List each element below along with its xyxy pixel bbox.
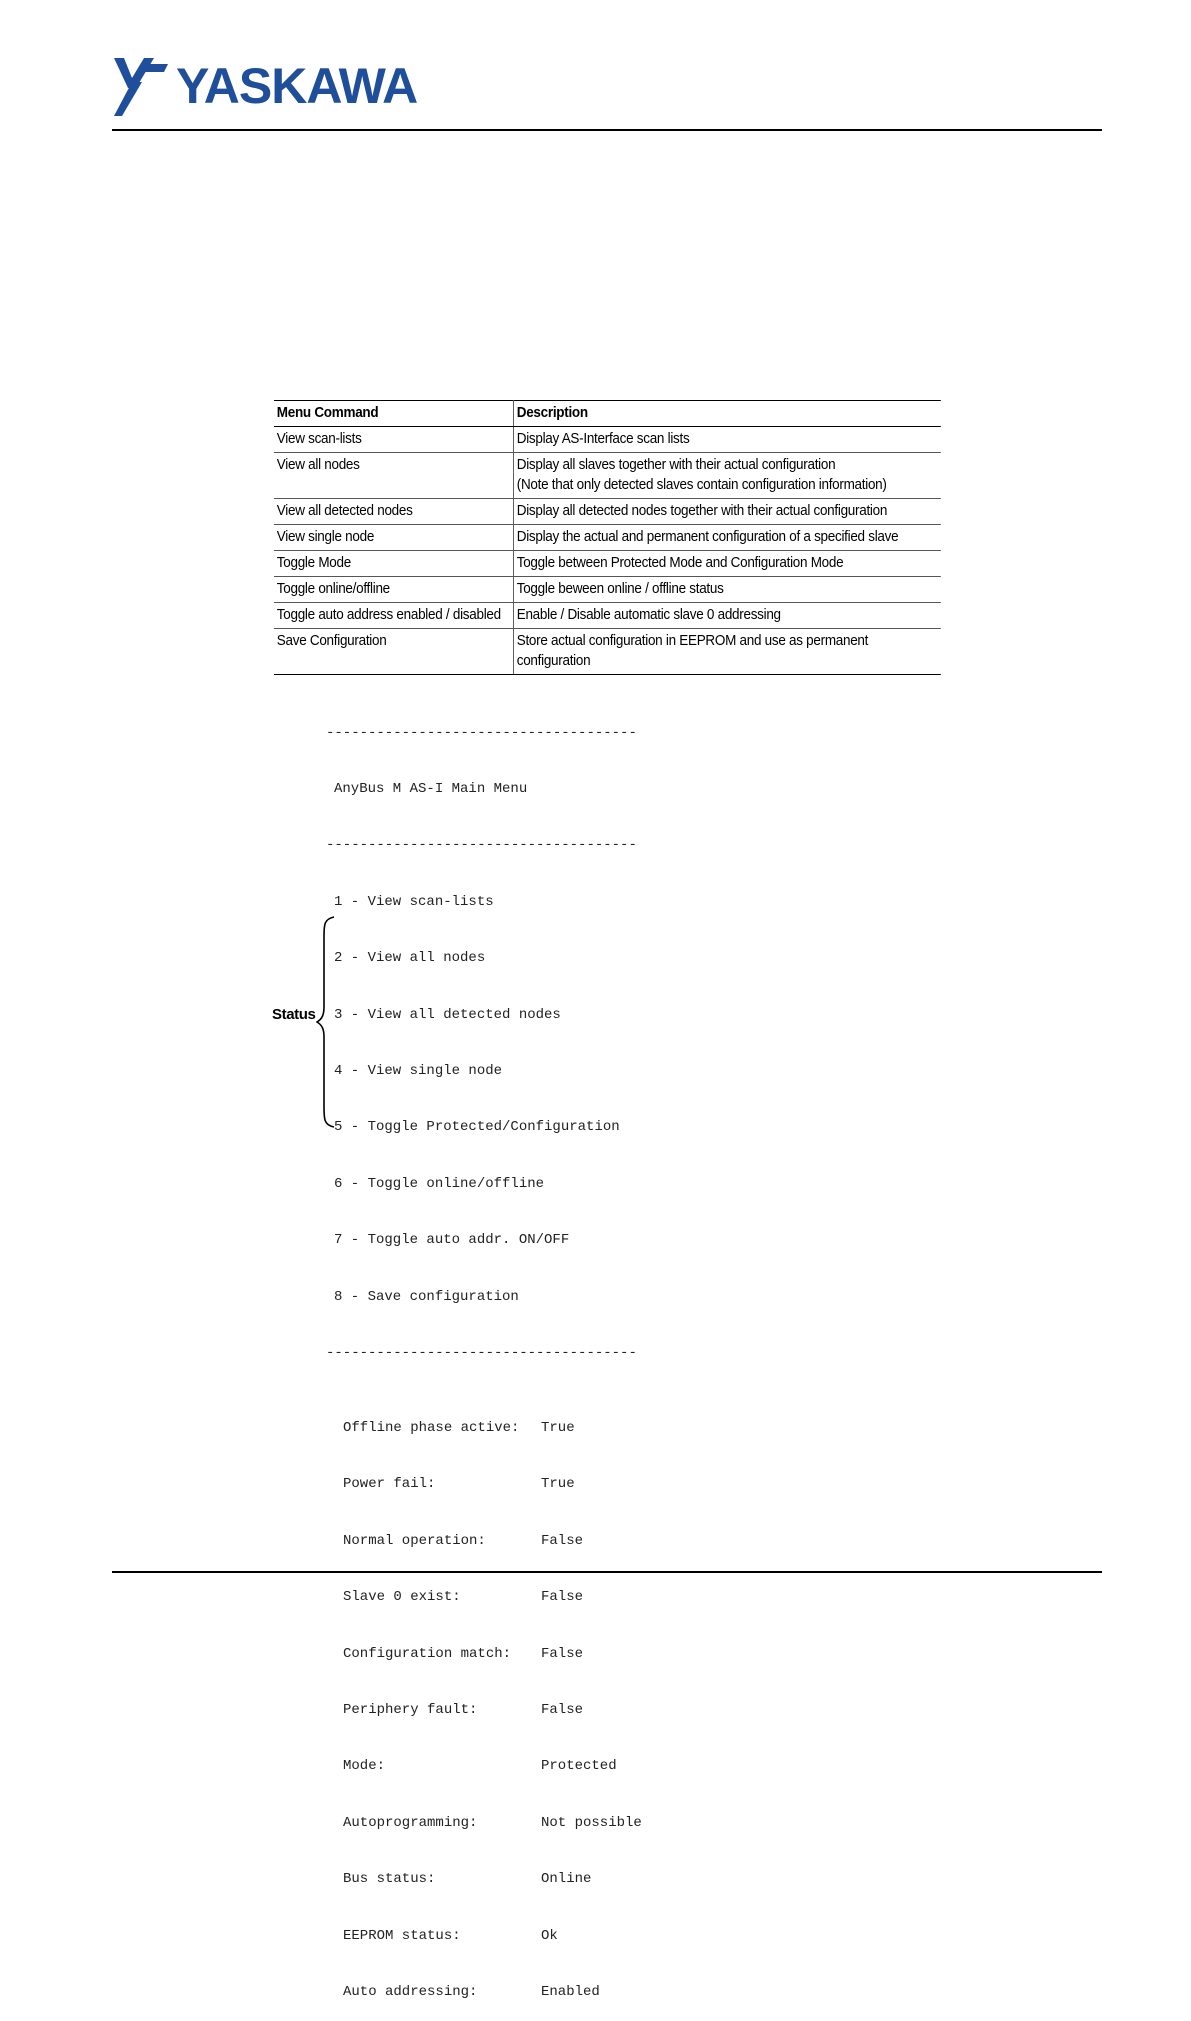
command-cell: Toggle Mode [274,551,513,577]
description-cell [513,453,940,499]
status-value: True [541,1420,575,1437]
description-cell: Display AS-Interface scan lists [513,427,940,453]
command-cell: View single node [274,525,513,551]
status-row [326,1870,642,1889]
description-cell: Enable / Disable automatic slave 0 addressing [513,603,940,629]
status-row [326,1701,642,1720]
status-row [326,1475,642,1494]
console-separator: ------------------------------------- [326,1344,637,1361]
description-note: (Note that only detected slaves contain configuration information) [516,477,887,493]
status-key: Offline phase active: [343,1420,520,1437]
status-value: Online [541,1871,592,1888]
status-value: False [541,1532,584,1549]
description-cell: Toggle beween online / offline status [513,577,940,603]
brand-name: YASKAWA [176,58,418,114]
column-header-description: Description [513,401,940,427]
menu-item: 5 - Toggle Protected/Configuration [334,1119,620,1136]
table-row [274,499,941,525]
status-row [326,1645,642,1664]
status-key: Periphery fault: [343,1702,478,1719]
menu-command-table [274,400,941,675]
yaskawa-mark-icon [112,56,170,116]
table-row [274,577,941,603]
table-row [274,525,941,551]
status-row [326,1419,642,1438]
table-row [274,453,941,499]
status-value: False [541,1589,584,1606]
status-value: True [541,1476,575,1493]
status-key: Normal operation: [343,1532,486,1549]
table-row [274,603,941,629]
console-title: AnyBus M AS-I Main Menu [334,780,528,797]
status-value: Protected [541,1758,617,1775]
description-cell: Store actual configuration in EEPROM and use as permanent configuration [513,629,940,675]
status-brace-icon [316,915,338,1129]
description-cell: Display the actual and permanent configuration of a specified slave [513,525,940,551]
command-cell: View scan-lists [274,427,513,453]
table-header-row [274,401,941,427]
console-separator: ------------------------------------- [326,724,637,741]
command-cell: View all nodes [274,453,513,499]
table-row [274,427,941,453]
status-key: Autoprogramming: [343,1814,478,1831]
status-key: Configuration match: [343,1645,512,1662]
menu-item: 2 - View all nodes [334,950,486,967]
menu-item: 4 - View single node [334,1062,503,1079]
status-value: False [541,1645,584,1662]
console-separator: ------------------------------------- [326,837,637,854]
status-key: Bus status: [343,1871,436,1888]
description-cell: Toggle between Protected Mode and Configuration Mode [513,551,940,577]
footer-rule [112,1571,1102,1573]
column-header-command: Menu Command [274,401,513,427]
status-row [326,1983,642,2002]
header-rule [112,129,1102,131]
command-cell: Save Configuration [274,629,513,675]
status-row [326,1757,642,1776]
status-row [326,1588,642,1607]
status-row [326,1532,642,1551]
status-key: EEPROM status: [343,1927,461,1944]
status-label: Status [272,1006,316,1023]
command-cell: Toggle online/offline [274,577,513,603]
table-row [274,551,941,577]
status-key: Slave 0 exist: [343,1589,461,1606]
status-value: False [541,1702,584,1719]
status-value: Ok [541,1927,558,1944]
description-text: Display all slaves together with their actual configuration [516,457,836,473]
menu-item: 7 - Toggle auto addr. ON/OFF [334,1232,570,1249]
yaskawa-logo [112,56,417,116]
menu-item: 8 - Save configuration [334,1288,519,1305]
table-row [274,629,941,675]
menu-item: 3 - View all detected nodes [334,1006,561,1023]
command-cell: Toggle auto address enabled / disabled [274,603,513,629]
menu-item: 1 - View scan-lists [334,893,494,910]
status-row [326,1814,642,1833]
status-key: Mode: [343,1758,386,1775]
description-cell: Display all detected nodes together with their actual configuration [513,499,940,525]
menu-item: 6 - Toggle online/offline [334,1175,545,1192]
status-key: Auto addressing: [343,1983,478,2000]
console-main-menu [326,686,642,2021]
status-value: Not possible [541,1814,642,1831]
status-row [326,1927,642,1946]
status-value: Enabled [541,1983,600,2000]
status-key: Power fail: [343,1476,436,1493]
command-cell: View all detected nodes [274,499,513,525]
